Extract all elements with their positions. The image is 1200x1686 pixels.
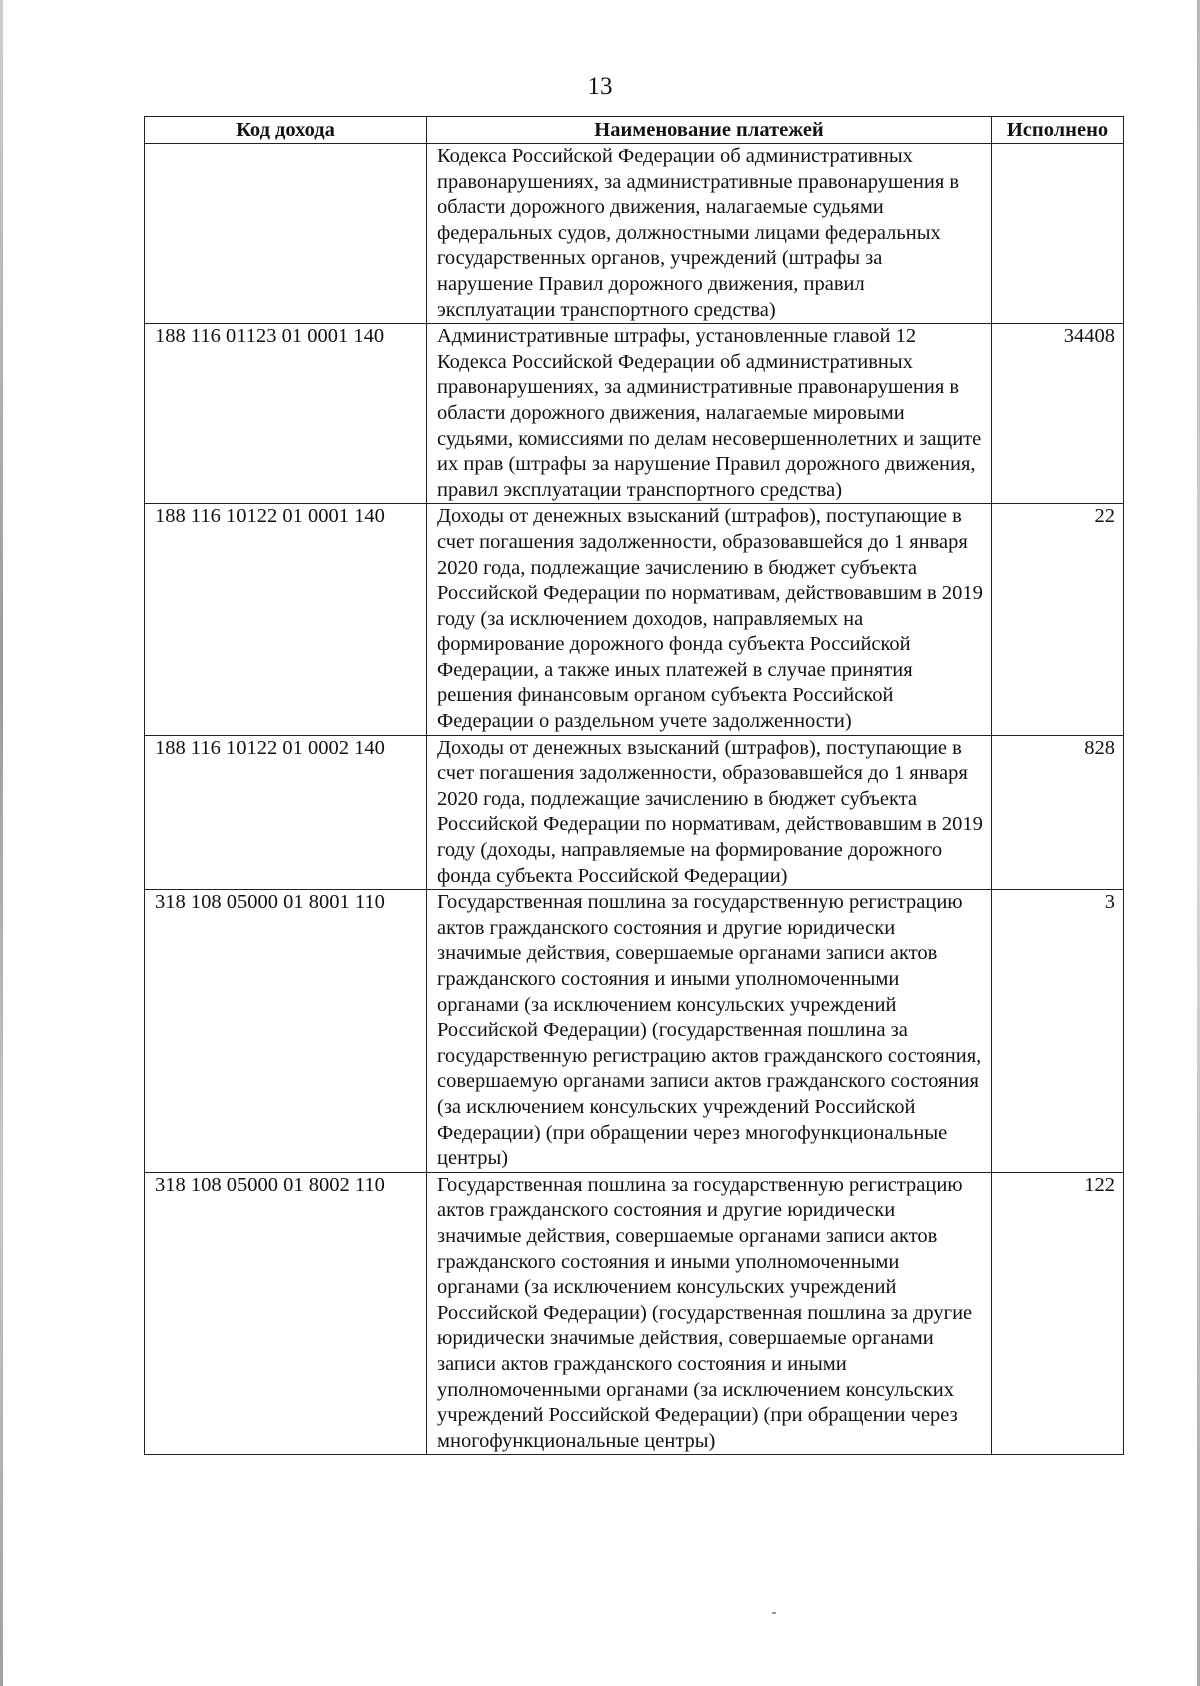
income-code-cell: 318 108 05000 01 8001 110 (145, 890, 427, 1173)
payment-name-cell: Доходы от денежных взысканий (штрафов), поступающие в счет погашения задолженности, образовавшейся до 1 января 2020 года, подлежащие зачислению в бюджет субъекта Российской Федерации по нормативам, действовавшим в 2019 году (доходы, направляемые на формирование дорожного фонда субъекта Российской Федерации) (427, 735, 992, 890)
payment-name-cell: Государственная пошлина за государственную регистрацию актов гражданского состояния и другие юридически значимые действия, совершаемые органами записи актов гражданского состояния и иными уполномоченными органами (за исключением консульских учреждений Российской Федерации) (государственная пошлина за государственную регистрацию актов гражданского состояния, совершаемую органами записи актов гражданского состояния (за исключением консульских учреждений Российской Федерации) (при обращении через многофункциональные центры) (427, 890, 992, 1173)
executed-amount-cell: 34408 (992, 324, 1124, 504)
table-row (145, 504, 1124, 735)
executed-amount-cell (992, 144, 1124, 324)
scan-edge-left (0, 0, 3, 1686)
executed-amount-cell: 828 (992, 735, 1124, 890)
executed-amount-cell: 3 (992, 890, 1124, 1173)
header-done: Исполнено (992, 117, 1124, 144)
payment-name-cell: Административные штрафы, установленные главой 12 Кодекса Российской Федерации об административных правонарушениях, за административные правонарушения в области дорожного движения, налагаемые мировыми судьями, комиссиями по делам несовершеннолетних и защите их прав (штрафы за нарушение Правил дорожного движения, правил эксплуатации транспортного средства) (427, 324, 992, 504)
header-code: Код дохода (145, 117, 427, 144)
revenue-table (144, 116, 1124, 1455)
income-code-cell: 318 108 05000 01 8002 110 (145, 1172, 427, 1455)
table-row (145, 890, 1124, 1173)
income-code-cell: 188 116 10122 01 0002 140 (145, 735, 427, 890)
income-code-cell: 188 116 10122 01 0001 140 (145, 504, 427, 735)
scan-speck (772, 1612, 776, 1614)
table-row (145, 324, 1124, 504)
income-code-cell (145, 144, 427, 324)
payment-name-cell: Государственная пошлина за государственную регистрацию актов гражданского состояния и другие юридически значимые действия, совершаемые органами записи актов гражданского состояния и иными уполномоченными органами (за исключением консульских учреждений Российской Федерации) (государственная пошлина за другие юридически значимые действия, совершаемые органами записи актов гражданского состояния и иными уполномоченными органами (за исключением консульских учреждений Российской Федерации) (при обращении через многофункциональные центры) (427, 1172, 992, 1455)
payment-name-cell: Кодекса Российской Федерации об административных правонарушениях, за административные правонарушения в области дорожного движения, налагаемые судьями федеральных судов, должностными лицами федеральных государственных органов, учреждений (штрафы за нарушение Правил дорожного движения, правил эксплуатации транспортного средства) (427, 144, 992, 324)
income-code-cell: 188 116 01123 01 0001 140 (145, 324, 427, 504)
executed-amount-cell: 122 (992, 1172, 1124, 1455)
page-number: 13 (587, 73, 613, 100)
table-row (145, 144, 1124, 324)
table-row (145, 735, 1124, 890)
executed-amount-cell: 22 (992, 504, 1124, 735)
header-name: Наименование платежей (427, 117, 992, 144)
table-header-row (145, 117, 1124, 144)
table-row (145, 1172, 1124, 1455)
payment-name-cell: Доходы от денежных взысканий (штрафов), поступающие в счет погашения задолженности, образовавшейся до 1 января 2020 года, подлежащие зачислению в бюджет субъекта Российской Федерации по нормативам, действовавшим в 2019 году (за исключением доходов, направляемых на формирование дорожного фонда субъекта Российской Федерации, а также иных платежей в случае принятия решения финансовым органом субъекта Российской Федерации о раздельном учете задолженности) (427, 504, 992, 735)
